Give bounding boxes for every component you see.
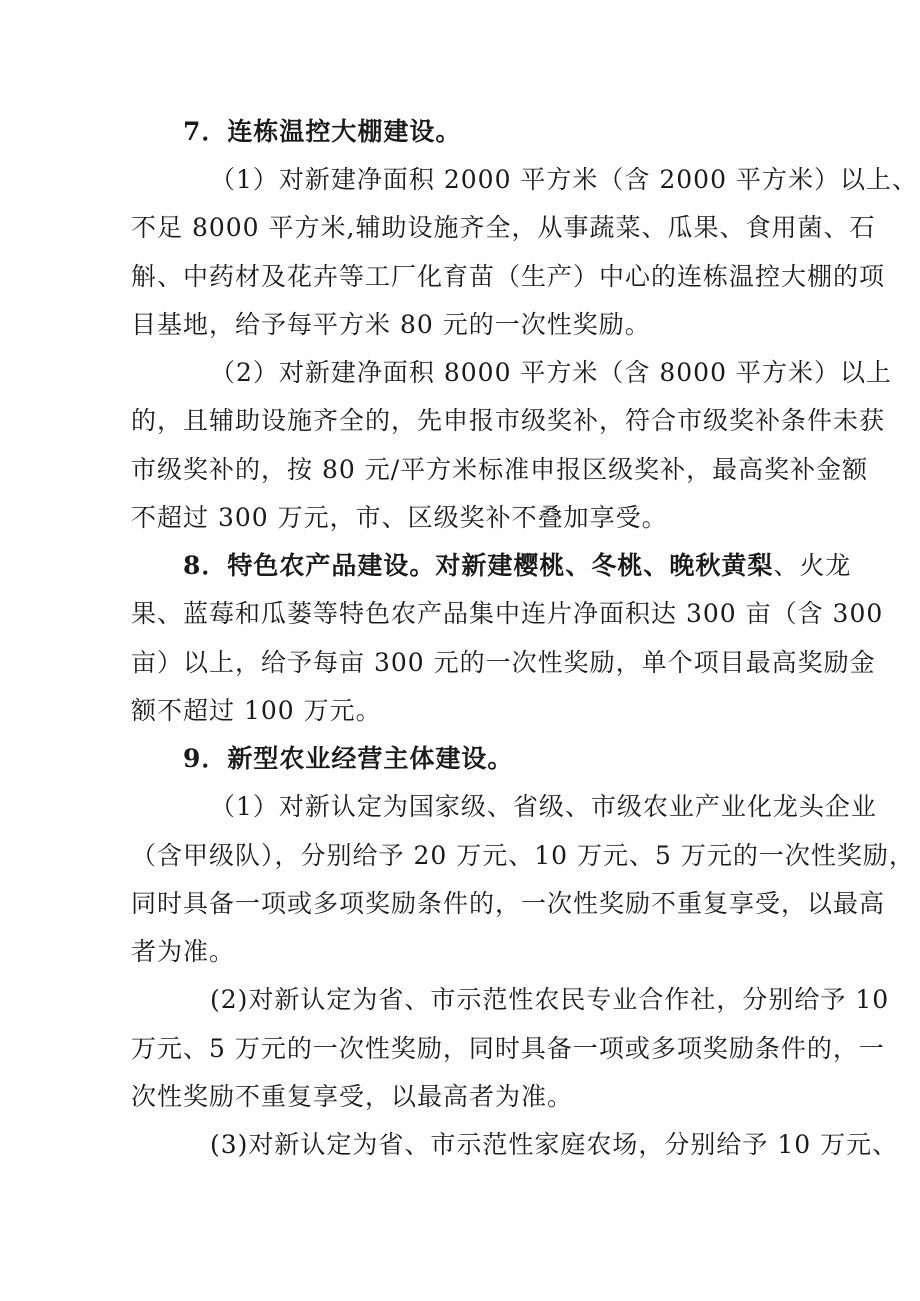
paragraph-line: 目基地，给予每平方米 80 元的一次性奖励。 bbox=[131, 310, 651, 339]
paragraph-line: （1）对新认定为国家级、省级、市级农业产业化龙头企业 bbox=[210, 792, 877, 821]
paragraph-line: 市级奖补的，按 80 元/平方米标准申报区级奖补，最高奖补金额 bbox=[131, 455, 869, 484]
paragraph-line: 不足 8000 平方米,辅助设施齐全，从事蔬菜、瓜果、食用菌、石 bbox=[131, 213, 876, 242]
paragraph-line: 次性奖励不重复享受，以最高者为准。 bbox=[131, 1082, 574, 1111]
paragraph-line: 斛、中药材及花卉等工厂化育苗（生产）中心的连栋温控大棚的项 bbox=[131, 262, 886, 291]
paragraph-line: 同时具备一项或多项奖励条件的，一次性奖励不重复享受，以最高 bbox=[131, 889, 886, 918]
paragraph-line: 亩）以上，给予每亩 300 元的一次性奖励，单个项目最高奖励金 bbox=[131, 648, 876, 677]
paragraph-line: 果、蓝莓和瓜蒌等特色农产品集中连片净面积达 300 亩（含 300 bbox=[131, 599, 884, 628]
paragraph-fragment: 、火龙 bbox=[773, 551, 852, 580]
paragraph-line: 万元、5 万元的一次性奖励，同时具备一项或多项奖励条件的，一 bbox=[131, 1034, 885, 1063]
paragraph-line: （2）对新建净面积 8000 平方米（含 8000 平方米）以上 bbox=[210, 358, 892, 387]
heading-9: 9．新型农业经营主体建设。 bbox=[183, 744, 514, 773]
paragraph-line: 不超过 300 万元，市、区级奖补不叠加享受。 bbox=[131, 503, 668, 532]
paragraph-line: （1）对新建净面积 2000 平方米（含 2000 平方米）以上、 bbox=[210, 165, 918, 194]
heading-8-line bbox=[183, 548, 852, 584]
paragraph-line: (2)对新认定为省、市示范性农民专业合作社，分别给予 10 bbox=[210, 985, 890, 1014]
paragraph-line: 额不超过 100 万元。 bbox=[131, 696, 382, 725]
paragraph-line: 的，且辅助设施齐全的，先申报市级奖补，符合市级奖补条件未获 bbox=[131, 406, 886, 435]
paragraph-line: （含甲级队），分别给予 20 万元、10 万元、5 万元的一次性奖励， bbox=[131, 841, 915, 870]
paragraph-line: (3)对新认定为省、市示范性家庭农场，分别给予 10 万元、 bbox=[210, 1130, 899, 1159]
heading-8: 8．特色农产品建设。对新建樱桃、冬桃、晚秋黄梨 bbox=[183, 551, 774, 580]
heading-7: 7．连栋温控大棚建设。 bbox=[183, 117, 462, 146]
paragraph-line: 者为准。 bbox=[131, 937, 236, 966]
